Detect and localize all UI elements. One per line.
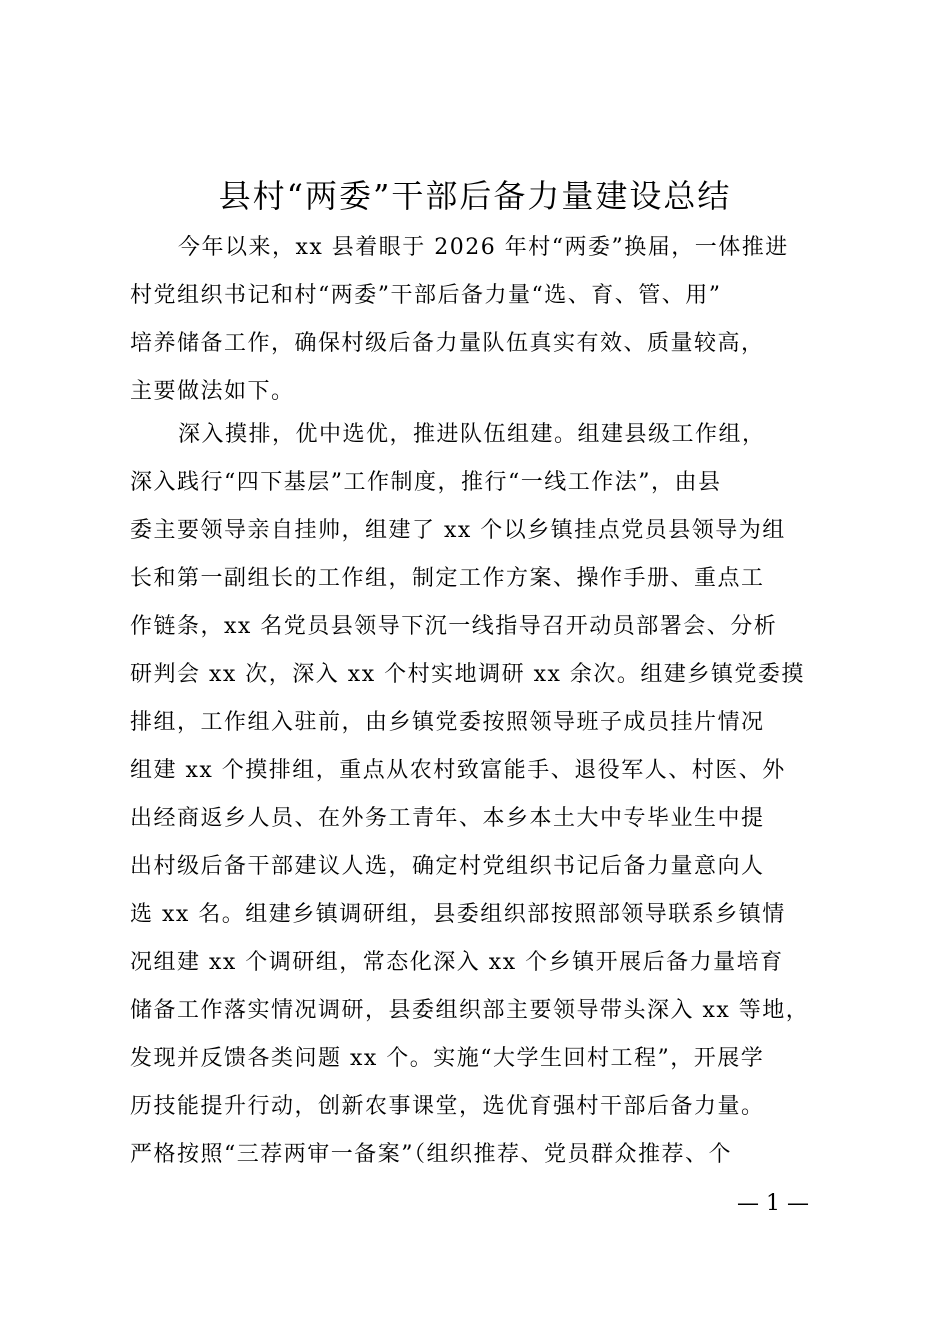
text-line: 严格按照“三荐两审一备案”（组织推荐、党员群众推荐、个 (130, 1142, 732, 1167)
text-line: 储备工作落实情况调研，县委组织部主要领导带头深入 xx 等地， (130, 998, 810, 1023)
text-line: 作链条，xx 名党员县领导下沉一线指导召开动员部署会、分析 (130, 614, 778, 639)
text-line: 况组建 xx 个调研组，常态化深入 xx 个乡镇开展后备力量培育 (130, 950, 784, 975)
text-line: 历技能提升行动，创新农事课堂，选优育强村干部后备力量。 (130, 1094, 765, 1119)
text-line: 村党组织书记和村“两委”干部后备力量“选、育、管、用” (130, 283, 722, 308)
text-line: 研判会 xx 次，深入 xx 个村实地调研 xx 余次。组建乡镇党委摸 (130, 662, 805, 687)
text-line: 深入践行“四下基层”工作制度，推行“一线工作法”，由县 (130, 470, 722, 495)
text-line: 选 xx 名。组建乡镇调研组，县委组织部按照部领导联系乡镇情 (130, 902, 786, 927)
text-line: 发现并反馈各类问题 xx 个。实施“大学生回村工程”，开展学 (130, 1046, 765, 1071)
text-line: 出村级后备干部建议人选，确定村党组织书记后备力量意向人 (130, 854, 765, 879)
text-line: 出经商返乡人员、在外务工青年、本乡本土大中专毕业生中提 (130, 806, 765, 831)
text-line: 委主要领导亲自挂帅，组建了 xx 个以乡镇挂点党员县领导为组 (130, 518, 786, 543)
text-line: 长和第一副组长的工作组，制定工作方案、操作手册、重点工 (130, 566, 765, 591)
page-number: — 1 — (737, 1191, 809, 1216)
text-line: 深入摸排，优中选优，推进队伍组建。组建县级工作组， (178, 422, 766, 447)
text-line: 今年以来，xx 县着眼于 2026 年村“两委”换届，一体推进 (178, 235, 789, 260)
document-title: 县村“两委”干部后备力量建设总结 (218, 177, 732, 215)
text-line: 组建 xx 个摸排组，重点从农村致富能手、退役军人、村医、外 (130, 758, 786, 783)
text-line: 排组，工作组入驻前，由乡镇党委按照领导班子成员挂片情况 (130, 710, 765, 735)
text-line: 培养储备工作，确保村级后备力量队伍真实有效、质量较高， (130, 331, 765, 356)
text-line: 主要做法如下。 (130, 379, 295, 404)
